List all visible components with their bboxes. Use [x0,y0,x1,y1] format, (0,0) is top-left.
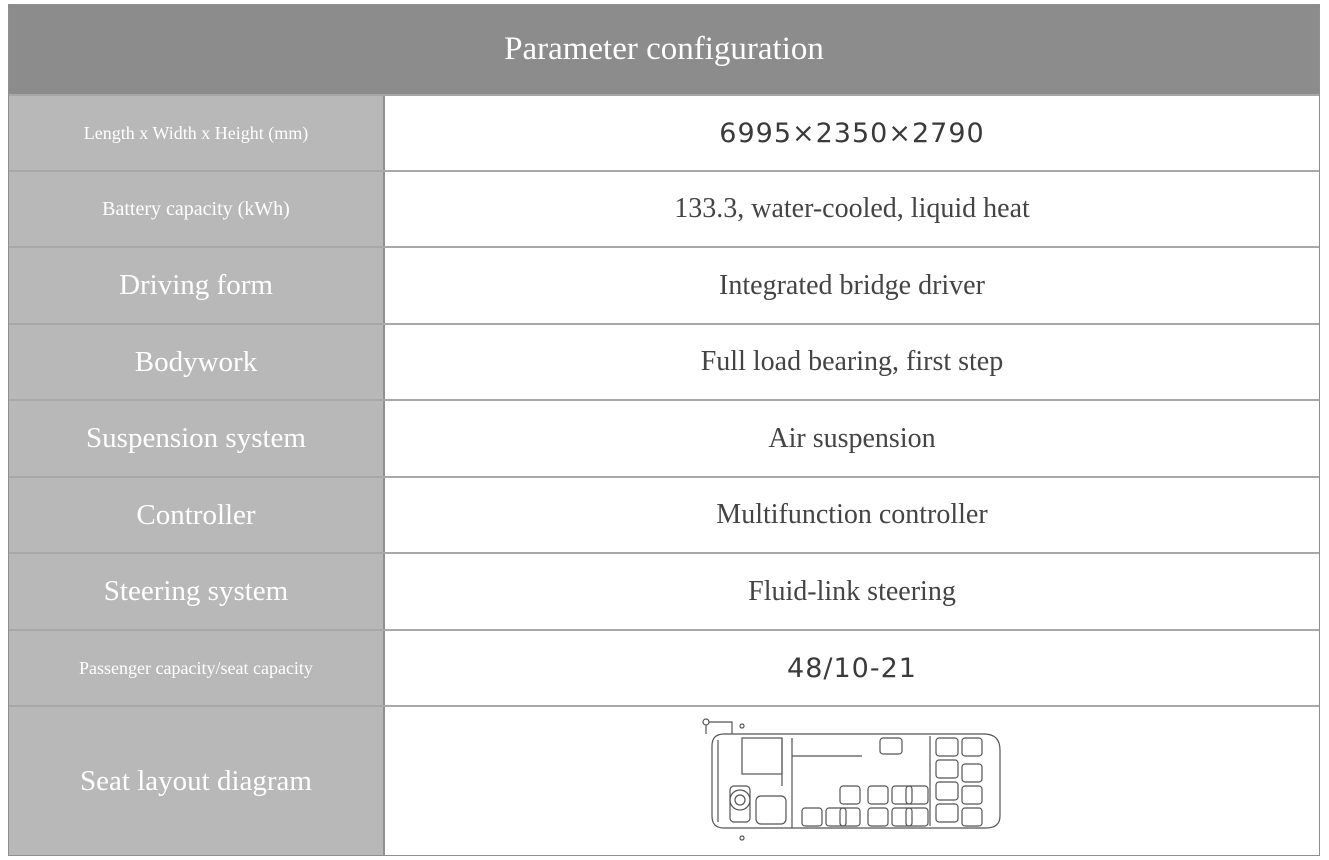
row-label-steering: Steering system [9,554,385,629]
row-label-battery: Battery capacity (kWh) [9,172,385,246]
row-label-seat-layout: Seat layout diagram [9,707,385,855]
row-value-controller: Multifunction controller [716,499,988,530]
row-value-steering: Fluid-link steering [748,575,956,607]
row-label-bodywork: Bodywork [9,325,385,399]
row-label-controller: Controller [9,478,385,552]
row-label-suspension: Suspension system [9,401,385,476]
table-row [9,552,1319,629]
table-row [9,246,1319,323]
row-label-dimensions: Length x Width x Height (mm) [9,96,385,170]
row-value-driving-form: Integrated bridge driver [719,269,985,301]
table-row [9,476,1319,552]
bus-seat-layout-icon [702,716,1002,846]
row-label-passenger-capacity: Passenger capacity/seat capacity [9,631,385,705]
parameter-table [8,4,1320,856]
row-value-battery: 133.3, water-cooled, liquid heat [674,193,1030,224]
row-label-driving-form: Driving form [9,248,385,323]
row-value-seat-layout [385,707,1319,855]
row-value-dimensions: 6995×2350×2790 [719,117,985,149]
table-row [9,94,1319,170]
table-row [9,323,1319,399]
table-row [9,170,1319,246]
row-value-passenger-capacity: 48/10-21 [787,652,917,684]
table-title: Parameter configuration [9,5,1319,94]
table-row [9,629,1319,705]
table-row [9,399,1319,476]
table-row [9,705,1319,855]
row-value-bodywork: Full load bearing, first step [700,346,1004,377]
row-value-suspension: Air suspension [768,422,936,454]
